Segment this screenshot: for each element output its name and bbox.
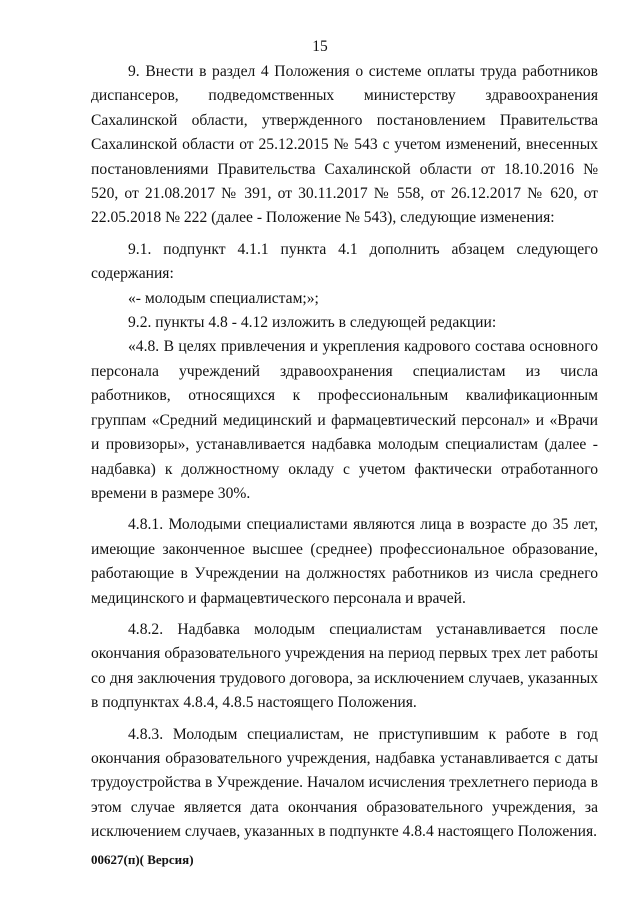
paragraph-9-2: 9.2. пункты 4.8 - 4.12 изложить в следующей редакции: bbox=[128, 314, 497, 332]
paragraph-9-1-quote: «- молодым специалистам;»; bbox=[128, 289, 319, 307]
paragraph-4-8-1: 4.8.1. Молодыми специалистами являются лица в возрасте до 35 лет, имеющие законченное высшее (среднее) профессиональное образование, работающие в Учреждении на должностях работников из числа среднего медицинского и фармацевтического персонала и врачей. bbox=[91, 516, 598, 607]
page-number: 15 bbox=[312, 38, 328, 55]
paragraph-4-8-2: 4.8.2. Надбавка молодым специалистам устанавливается после окончания образовательного учреждения на период первых трех лет работы со дня заключения трудового договора, за исключением случаев, указанных в подпунктах 4.8.4, 4.8.5 настоящего Положения. bbox=[91, 620, 598, 712]
paragraph-9-1: 9.1. подпункт 4.1.1 пункта 4.1 дополнить абзацем следующего содержания: bbox=[91, 240, 598, 283]
footer-document-code: 00627(п)( Версия) bbox=[91, 852, 194, 867]
document-body bbox=[91, 60, 598, 845]
paragraph-9: 9. Внести в раздел 4 Положения о системе оплаты труда работников диспансеров, подведомственных министерству здравоохранения Сахалинской области, утвержденного постановлением Правительства Сахалинской области от 25.12.2015 № 543 с учетом изменений, внесенных постановлениями Правительства Сахалинской области от 18.10.2016 № 520, от 21.08.2017 № 391, от 30.11.2017 № 558, от 26.12.2017 № 620, от 22.05.2018 № 222 (далее - Положение № 543), следующие изменения: bbox=[91, 63, 598, 227]
paragraph-4-8-3: 4.8.3. Молодым специалистам, не приступившим к работе в год окончания образовательного учреждения, надбавка устанавливается с даты трудоустройства в Учреждение. Началом исчисления трехлетнего периода в этом случае является дата окончания образовательного учреждения, за исключением случаев, указанных в подпункте 4.8.4 настоящего Положения. bbox=[91, 725, 598, 841]
paragraph-4-8: «4.8. В целях привлечения и укрепления кадрового состава основного персонала учреждений здравоохранения специалистам из числа работников, относящихся к профессиональным квалификационным группам «Средний медицинский и фармацевтический персонал» и «Врачи и провизоры», устанавливается надбавка молодым специалистам (далее - надбавка) к должностному окладу с учетом фактически отработанного времени в размере 30%. bbox=[91, 338, 598, 502]
